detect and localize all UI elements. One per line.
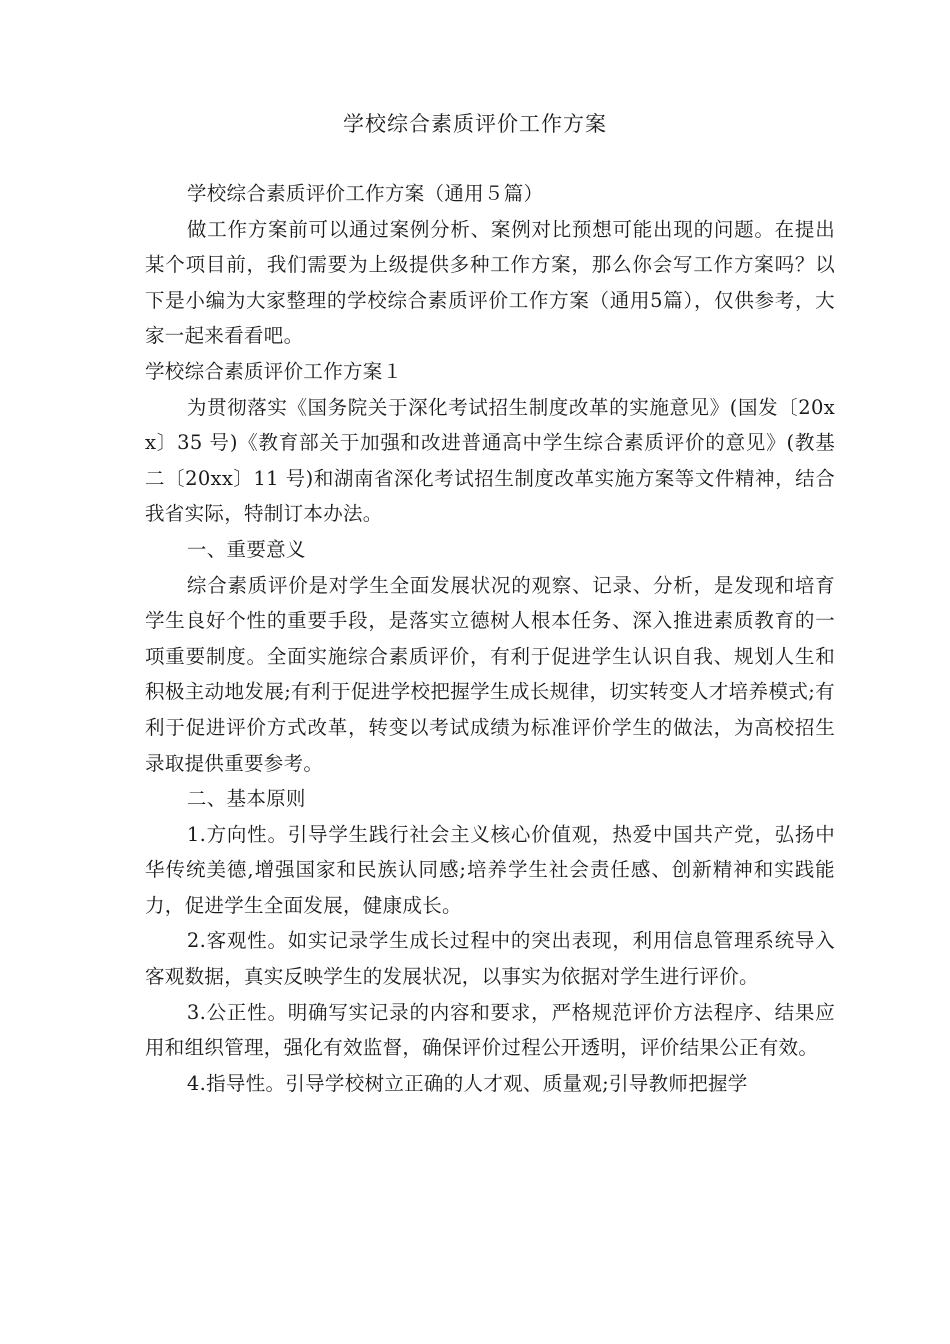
principle-direction: 1.方向性。引导学生践行社会主义核心价值观，热爱中国共产党，弘扬中华传统美德,增强国家和民族认同感;培养学生社会责任感、创新精神和实践能力，促进学生全面发展，健康成长。 (145, 822, 835, 917)
section-heading: 学校综合素质评价工作方案１ (145, 359, 403, 383)
principle-objectivity: 2.客观性。如实记录学生成长过程中的突出表现，利用信息管理系统导入客观数据，真实反映学生的发展状况，以事实为依据对学生进行评价。 (145, 929, 835, 989)
significance-paragraph: 综合素质评价是对学生全面发展状况的观察、记录、分析，是发现和培育学生良好个性的重要手段，是落实立德树人根本任务、深入推进素质教育的一项重要制度。全面实施综合素质评价，有利于促进学生认识自我、规划人生和积极主动地发展;有利于促进学校把握学生成长规律，切实转变人才培养模式;有利于促进评价方式改革，转变以考试成绩为标准评价学生的做法，为高校招生录取提供重要参考。 (145, 573, 835, 775)
subtitle: 学校综合素质评价工作方案（通用５篇） (186, 182, 544, 205)
heading-principles: 二、基本原则 (186, 787, 306, 811)
principle-guidance: 4.指导性。引导学校树立正确的人才观、质量观;引导教师把握学 (186, 1071, 748, 1095)
document-title: 学校综合素质评价工作方案 (343, 112, 607, 136)
document-body (145, 176, 835, 1101)
principle-fairness: 3.公正性。明确写实记录的内容和要求，严格规范评价方法程序、结果应用和组织管理，强化有效监督，确保评价过程公开透明，评价结果公正有效。 (145, 1000, 835, 1060)
intro-paragraph: 做工作方案前可以通过案例分析、案例对比预想可能出现的问题。在提出某个项目前，我们需要为上级提供多种工作方案，那么你会写工作方案吗？以下是小编为大家整理的学校综合素质评价工作方案（通用5篇），仅供参考，大家一起来看看吧。 (145, 217, 835, 348)
heading-significance: 一、重要意义 (186, 537, 306, 561)
basis-paragraph: 为贯彻落实《国务院关于深化考试招生制度改革的实施意见》(国发〔20xx〕35 号)《教育部关于加强和改进普通高中学生综合素质评价的意见》(教基二〔20xx〕11 号)和湖南省深化考试招生制度改革实施方案等文件精神，结合我省实际，特制订本办法。 (145, 395, 835, 526)
